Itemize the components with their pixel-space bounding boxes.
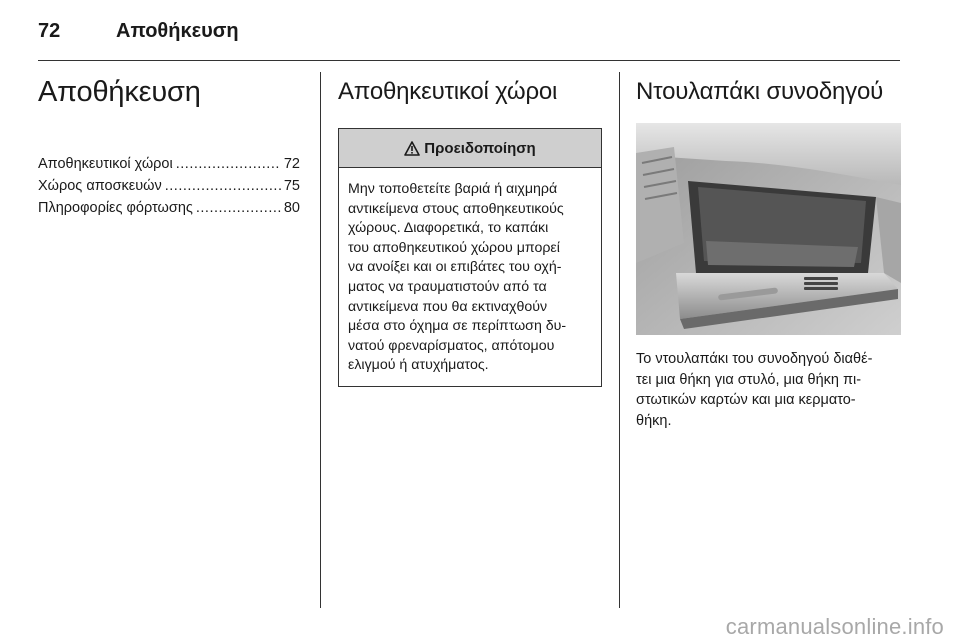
toc-entry[interactable] — [38, 153, 300, 175]
glovebox-photo — [636, 123, 901, 335]
section-title: Αποθηκευτικοί χώροι — [338, 78, 558, 105]
warning-triangle-icon — [404, 141, 420, 156]
caption-line: στωτικών καρτών και μια κερματο- — [636, 392, 856, 408]
warning-line: νατού φρεναρίσματος, απότομου — [348, 337, 555, 354]
caption-line: Το ντουλαπάκι του συνοδηγού διαθέ- — [636, 351, 873, 367]
warning-line: του αποθηκευτικού χώρου μπορεί — [348, 239, 560, 256]
toc-entry-page: 72 — [283, 156, 300, 172]
warning-line: αντικείμενα στους αποθηκευτικούς — [348, 200, 564, 217]
section-title: Ντουλαπάκι συνοδηγού — [636, 78, 884, 105]
warning-line: αντικείμενα που θα εκτιναχθούν — [348, 298, 548, 315]
warning-line: να ανοίξει και οι επιβάτες του οχή- — [348, 259, 562, 276]
header-rule — [38, 60, 900, 61]
warning-line: μέσα στο όχημα σε περίπτωση δυ- — [348, 318, 567, 335]
warning-text — [339, 168, 601, 386]
page-header — [38, 16, 239, 46]
toc-entry-label: Πληροφορίες φόρτωσης — [38, 200, 193, 216]
toc-entry[interactable] — [38, 197, 300, 219]
watermark: carmanualsonline.info — [725, 614, 944, 639]
column-toc — [38, 72, 300, 234]
page-number: 72 — [38, 19, 61, 42]
column-glovebox — [636, 72, 902, 431]
column-storage — [338, 72, 602, 387]
toc-leader-dots — [196, 197, 281, 219]
glovebox-description — [636, 349, 902, 431]
toc-entry-label: Αποθηκευτικοί χώροι — [38, 156, 173, 172]
caption-line: τει μια θήκη για στυλό, μια θήκη πι- — [636, 371, 862, 388]
warning-line: ματος να τραυματιστούν από τα — [348, 278, 547, 295]
warning-box — [338, 128, 602, 387]
warning-title: Προειδοποίηση — [424, 139, 536, 157]
caption-line: θήκη. — [636, 412, 672, 429]
column-divider — [320, 72, 321, 608]
table-of-contents — [38, 153, 300, 219]
toc-leader-dots — [176, 153, 281, 175]
toc-entry-page: 80 — [283, 200, 300, 216]
running-title: Αποθήκευση — [116, 19, 239, 42]
toc-entry-label: Χώρος αποσκευών — [38, 178, 162, 194]
column-divider — [619, 72, 620, 608]
chapter-title: Αποθήκευση — [38, 76, 201, 108]
toc-entry-page: 75 — [283, 178, 300, 194]
toc-entry[interactable] — [38, 175, 300, 197]
warning-line: Μην τοποθετείτε βαριά ή αιχμηρά — [348, 181, 558, 197]
warning-line: ελιγμού ή ατυχήματος. — [348, 357, 489, 374]
toc-leader-dots — [165, 175, 281, 197]
warning-line: χώρους. Διαφορετικά, το καπάκι — [348, 220, 549, 237]
warning-header — [339, 129, 601, 168]
